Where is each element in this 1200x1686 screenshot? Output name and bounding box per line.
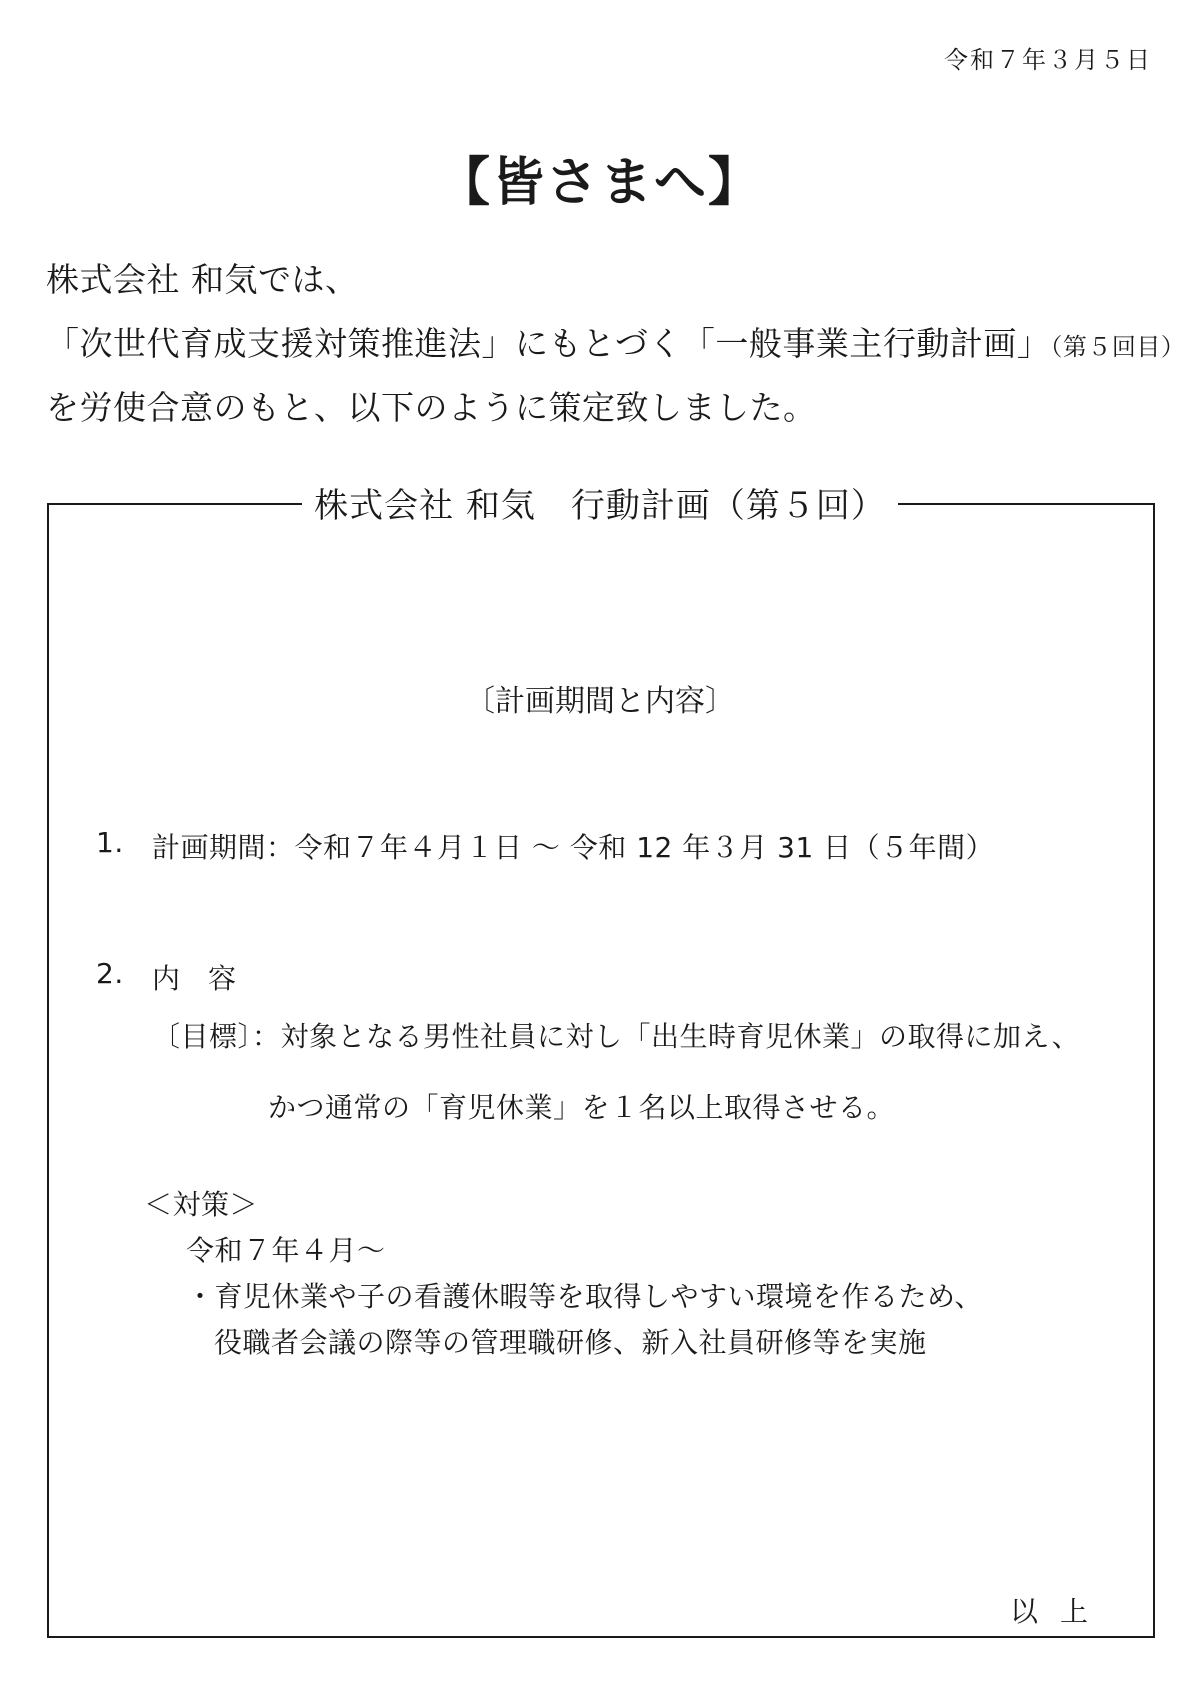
item1-number: 1. — [96, 826, 124, 859]
target-line-1: 〔目標〕：対象となる男性社員に対し「出生時育児休業」の取得に加え、 — [152, 1020, 1081, 1053]
intro-line-1: 株式会社 和気では、 — [46, 260, 359, 299]
plan-frame — [47, 503, 1155, 1638]
measures-item-line-1: ・育児休業や子の看護休暇等を取得しやすい環境を作るため、 — [186, 1280, 983, 1313]
intro-line-2 — [46, 318, 1185, 365]
item1-period-text: 計画期間：令和７年４月１日 ～ 令和 12 年３月 31 日（５年間） — [152, 831, 995, 864]
intro-line-2-paren: （第５回目） — [1050, 333, 1186, 361]
measures-date: 令和７年４月～ — [186, 1234, 386, 1267]
intro-line-3: を労使合意のもと、以下のように策定致しました。 — [46, 388, 817, 427]
closing-mark: 以上 — [1009, 1595, 1110, 1628]
section-heading: 〔計画期間と内容〕 — [465, 684, 735, 719]
plan-title: 株式会社 和気 行動計画（第５回） — [302, 486, 898, 526]
intro-line-2-main: 「次世代育成支援対策推進法」にもとづく「一般事業主行動計画」 — [46, 324, 1051, 363]
measures-heading: ＜対策＞ — [144, 1188, 259, 1221]
target-line-2: かつ通常の「育児休業」を１名以上取得させる。 — [268, 1091, 896, 1124]
document-date: 令和７年３月５日 — [944, 46, 1152, 74]
item2-number: 2. — [96, 957, 124, 990]
measures-item-line-2: 役職者会議の際等の管理職研修、新入社員研修等を実施 — [214, 1326, 927, 1359]
plan-title-wrapper — [0, 478, 1200, 527]
item2-label: 内容 — [152, 962, 265, 995]
page-title: 【皆さまへ】 — [437, 153, 762, 213]
